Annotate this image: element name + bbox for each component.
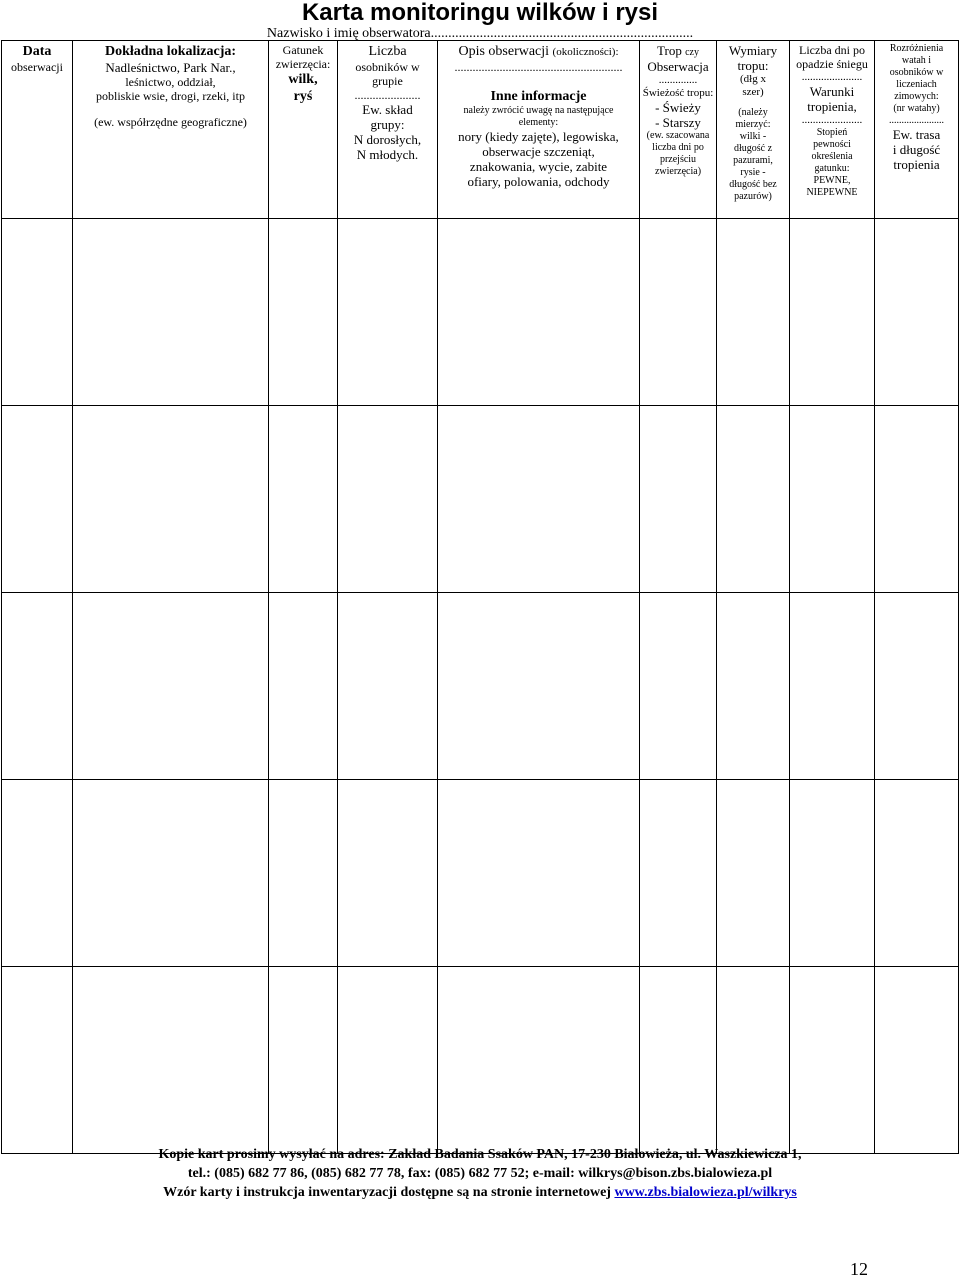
table-cell[interactable] — [438, 406, 640, 593]
table-cell[interactable] — [790, 219, 875, 406]
table-cell[interactable] — [338, 593, 438, 780]
table-cell[interactable] — [875, 406, 959, 593]
table-cell[interactable] — [717, 780, 790, 967]
table-row — [2, 219, 959, 406]
table-cell[interactable] — [269, 967, 338, 1154]
table-cell[interactable] — [438, 967, 640, 1154]
page-number: 12 — [850, 1259, 868, 1279]
table-cell[interactable] — [438, 780, 640, 967]
footer-phone-email: tel.: (085) 682 77 86, (085) 682 77 78, fax: (085) 682 77 52; e-mail: wilkrys@bison.zbs.bialowieza.pl — [187, 1166, 773, 1181]
table-cell[interactable] — [338, 406, 438, 593]
table-cell[interactable] — [2, 780, 73, 967]
header-description: Opis obserwacji (okoliczności): ........................................................ Inne informacje należy zwrócić uwagę na następujące elementy: nory (kiedy zajęte), legowiska, obserwacje szczeniąt, znakowania, wycie, zabite ofiary, polowania, odchody — [438, 41, 640, 219]
footer-website-line: Wzór karty i instrukcja inwentaryzacji dostępne są na stronie internetowej www.zbs.bialowieza.pl/wilkrys — [163, 1185, 797, 1200]
table-cell[interactable] — [73, 406, 269, 593]
table-row — [2, 780, 959, 967]
form-title: Karta monitoringu wilków i rysi — [301, 0, 659, 26]
header-date: Data obserwacji — [2, 41, 73, 219]
header-count: Liczba osobników w grupie ...................... Ew. skład grupy: N dorosłych, N młodych. — [338, 41, 438, 219]
table-cell[interactable] — [790, 593, 875, 780]
table-cell[interactable] — [269, 219, 338, 406]
table-row — [2, 593, 959, 780]
monitoring-table — [1, 40, 959, 1154]
table-cell[interactable] — [717, 967, 790, 1154]
table-cell[interactable] — [640, 406, 717, 593]
table-cell[interactable] — [790, 967, 875, 1154]
website-link[interactable]: www.zbs.bialowieza.pl/wilkrys — [614, 1185, 797, 1200]
table-cell[interactable] — [438, 593, 640, 780]
table-row — [2, 406, 959, 593]
table-cell[interactable] — [338, 967, 438, 1154]
table-cell[interactable] — [438, 219, 640, 406]
header-snow-conditions: Liczba dni po opadzie śniegu ...................... Warunki tropienia, ...................... Stopień pewności określenia gatunku: PEWNE, NIEPEWNE — [790, 41, 875, 219]
table-cell[interactable] — [640, 219, 717, 406]
footer-address: Kopie kart prosimy wysyłać na adres: Zakład Badania Ssaków PAN, 17-230 Białowieża, ul. Waszkiewicza 1, — [158, 1147, 802, 1162]
header-row — [2, 41, 959, 219]
table-cell[interactable] — [338, 780, 438, 967]
table-cell[interactable] — [73, 593, 269, 780]
table-cell[interactable] — [2, 967, 73, 1154]
table-cell[interactable] — [875, 593, 959, 780]
table-cell[interactable] — [2, 219, 73, 406]
table-cell[interactable] — [73, 219, 269, 406]
table-cell[interactable] — [640, 593, 717, 780]
table-cell[interactable] — [875, 219, 959, 406]
table-cell[interactable] — [73, 967, 269, 1154]
table-cell[interactable] — [640, 780, 717, 967]
table-cell[interactable] — [717, 593, 790, 780]
table-cell[interactable] — [2, 593, 73, 780]
table-cell[interactable] — [717, 219, 790, 406]
table-cell[interactable] — [338, 219, 438, 406]
header-track-size: Wymiary tropu: (dłg x szer) (należy mierzyć: wilki - długość z pazurami, rysie - długość bez pazurów) — [717, 41, 790, 219]
header-pack-distinction: Rozróżnienia watah i osobników w liczeniach zimowych: (nr watahy) ...................... Ew. trasa i długość tropienia — [875, 41, 959, 219]
table-cell[interactable] — [790, 406, 875, 593]
table-cell[interactable] — [875, 780, 959, 967]
footer-contact — [0, 1145, 960, 1202]
table-cell[interactable] — [269, 593, 338, 780]
table-cell[interactable] — [640, 967, 717, 1154]
table-cell[interactable] — [269, 406, 338, 593]
header-track: Trop czy Obserwacja .............. Świeżość tropu: - Świeży - Starszy (ew. szacowana liczba dni po przejściu zwierzęcia) — [640, 41, 717, 219]
header-location: Dokładna lokalizacja: Nadleśnictwo, Park Nar., leśnictwo, oddział, pobliskie wsie, drogi, rzeki, itp (ew. współrzędne geograficzne) — [73, 41, 269, 219]
table-cell[interactable] — [717, 406, 790, 593]
table-row — [2, 967, 959, 1154]
observer-name-line: Nazwisko i imię obserwatora........................................................................... — [266, 26, 694, 41]
header-species: Gatunek zwierzęcia: wilk, ryś — [269, 41, 338, 219]
table-cell[interactable] — [269, 780, 338, 967]
table-cell[interactable] — [875, 967, 959, 1154]
table-cell[interactable] — [73, 780, 269, 967]
table-cell[interactable] — [790, 780, 875, 967]
table-cell[interactable] — [2, 406, 73, 593]
